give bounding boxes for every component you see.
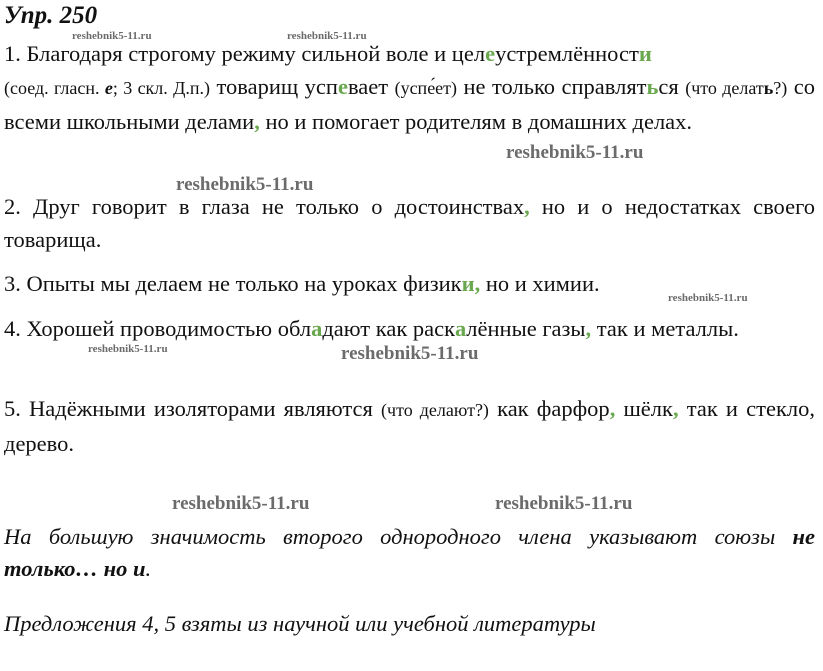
watermark: reshebnik5-11.ru: [172, 493, 310, 514]
watermark: reshebnik5-11.ru: [668, 292, 748, 304]
sentence-5: 5. Надёжными изоляторами являются (что делают?) как фарфор, шёлк, так и стекло, дерево.: [4, 396, 815, 456]
watermark: reshebnik5-11.ru: [495, 493, 633, 514]
exercise-title: Упр. 250: [4, 2, 98, 29]
sentence-1: 1. Благодаря строгому режиму сильной воле и целеустремлённости (соед. гласн. е; 3 скл. Д.п.) товарищ успевает (успе́ет) не только справляться (что делать?) со всеми школьными делами, но и помогает родителям в домашних делах.: [4, 41, 815, 134]
note-sources: Предложения 4, 5 взяты из научной или учебной литературы: [4, 611, 596, 636]
watermark: reshebnik5-11.ru: [287, 30, 367, 42]
watermark: reshebnik5-11.ru: [88, 343, 168, 355]
note-conjunctions: На большую значимость второго однородного члена указывают союзы не только… но и.: [4, 524, 815, 581]
watermark: reshebnik5-11.ru: [72, 30, 152, 42]
sentence-3: 3. Опыты мы делаем не только на уроках физики, но и химии.: [4, 271, 600, 296]
sentence-4: 4. Хорошей проводимостью обладают как раскалённые газы, так и металлы.: [4, 316, 739, 341]
watermark: reshebnik5-11.ru: [506, 142, 644, 163]
watermark: reshebnik5-11.ru: [341, 343, 479, 364]
watermark: reshebnik5-11.ru: [176, 174, 314, 195]
sentence-2: 2. Друг говорит в глаза не только о достоинствах, но и о недостатках своего товарища.: [4, 194, 815, 252]
